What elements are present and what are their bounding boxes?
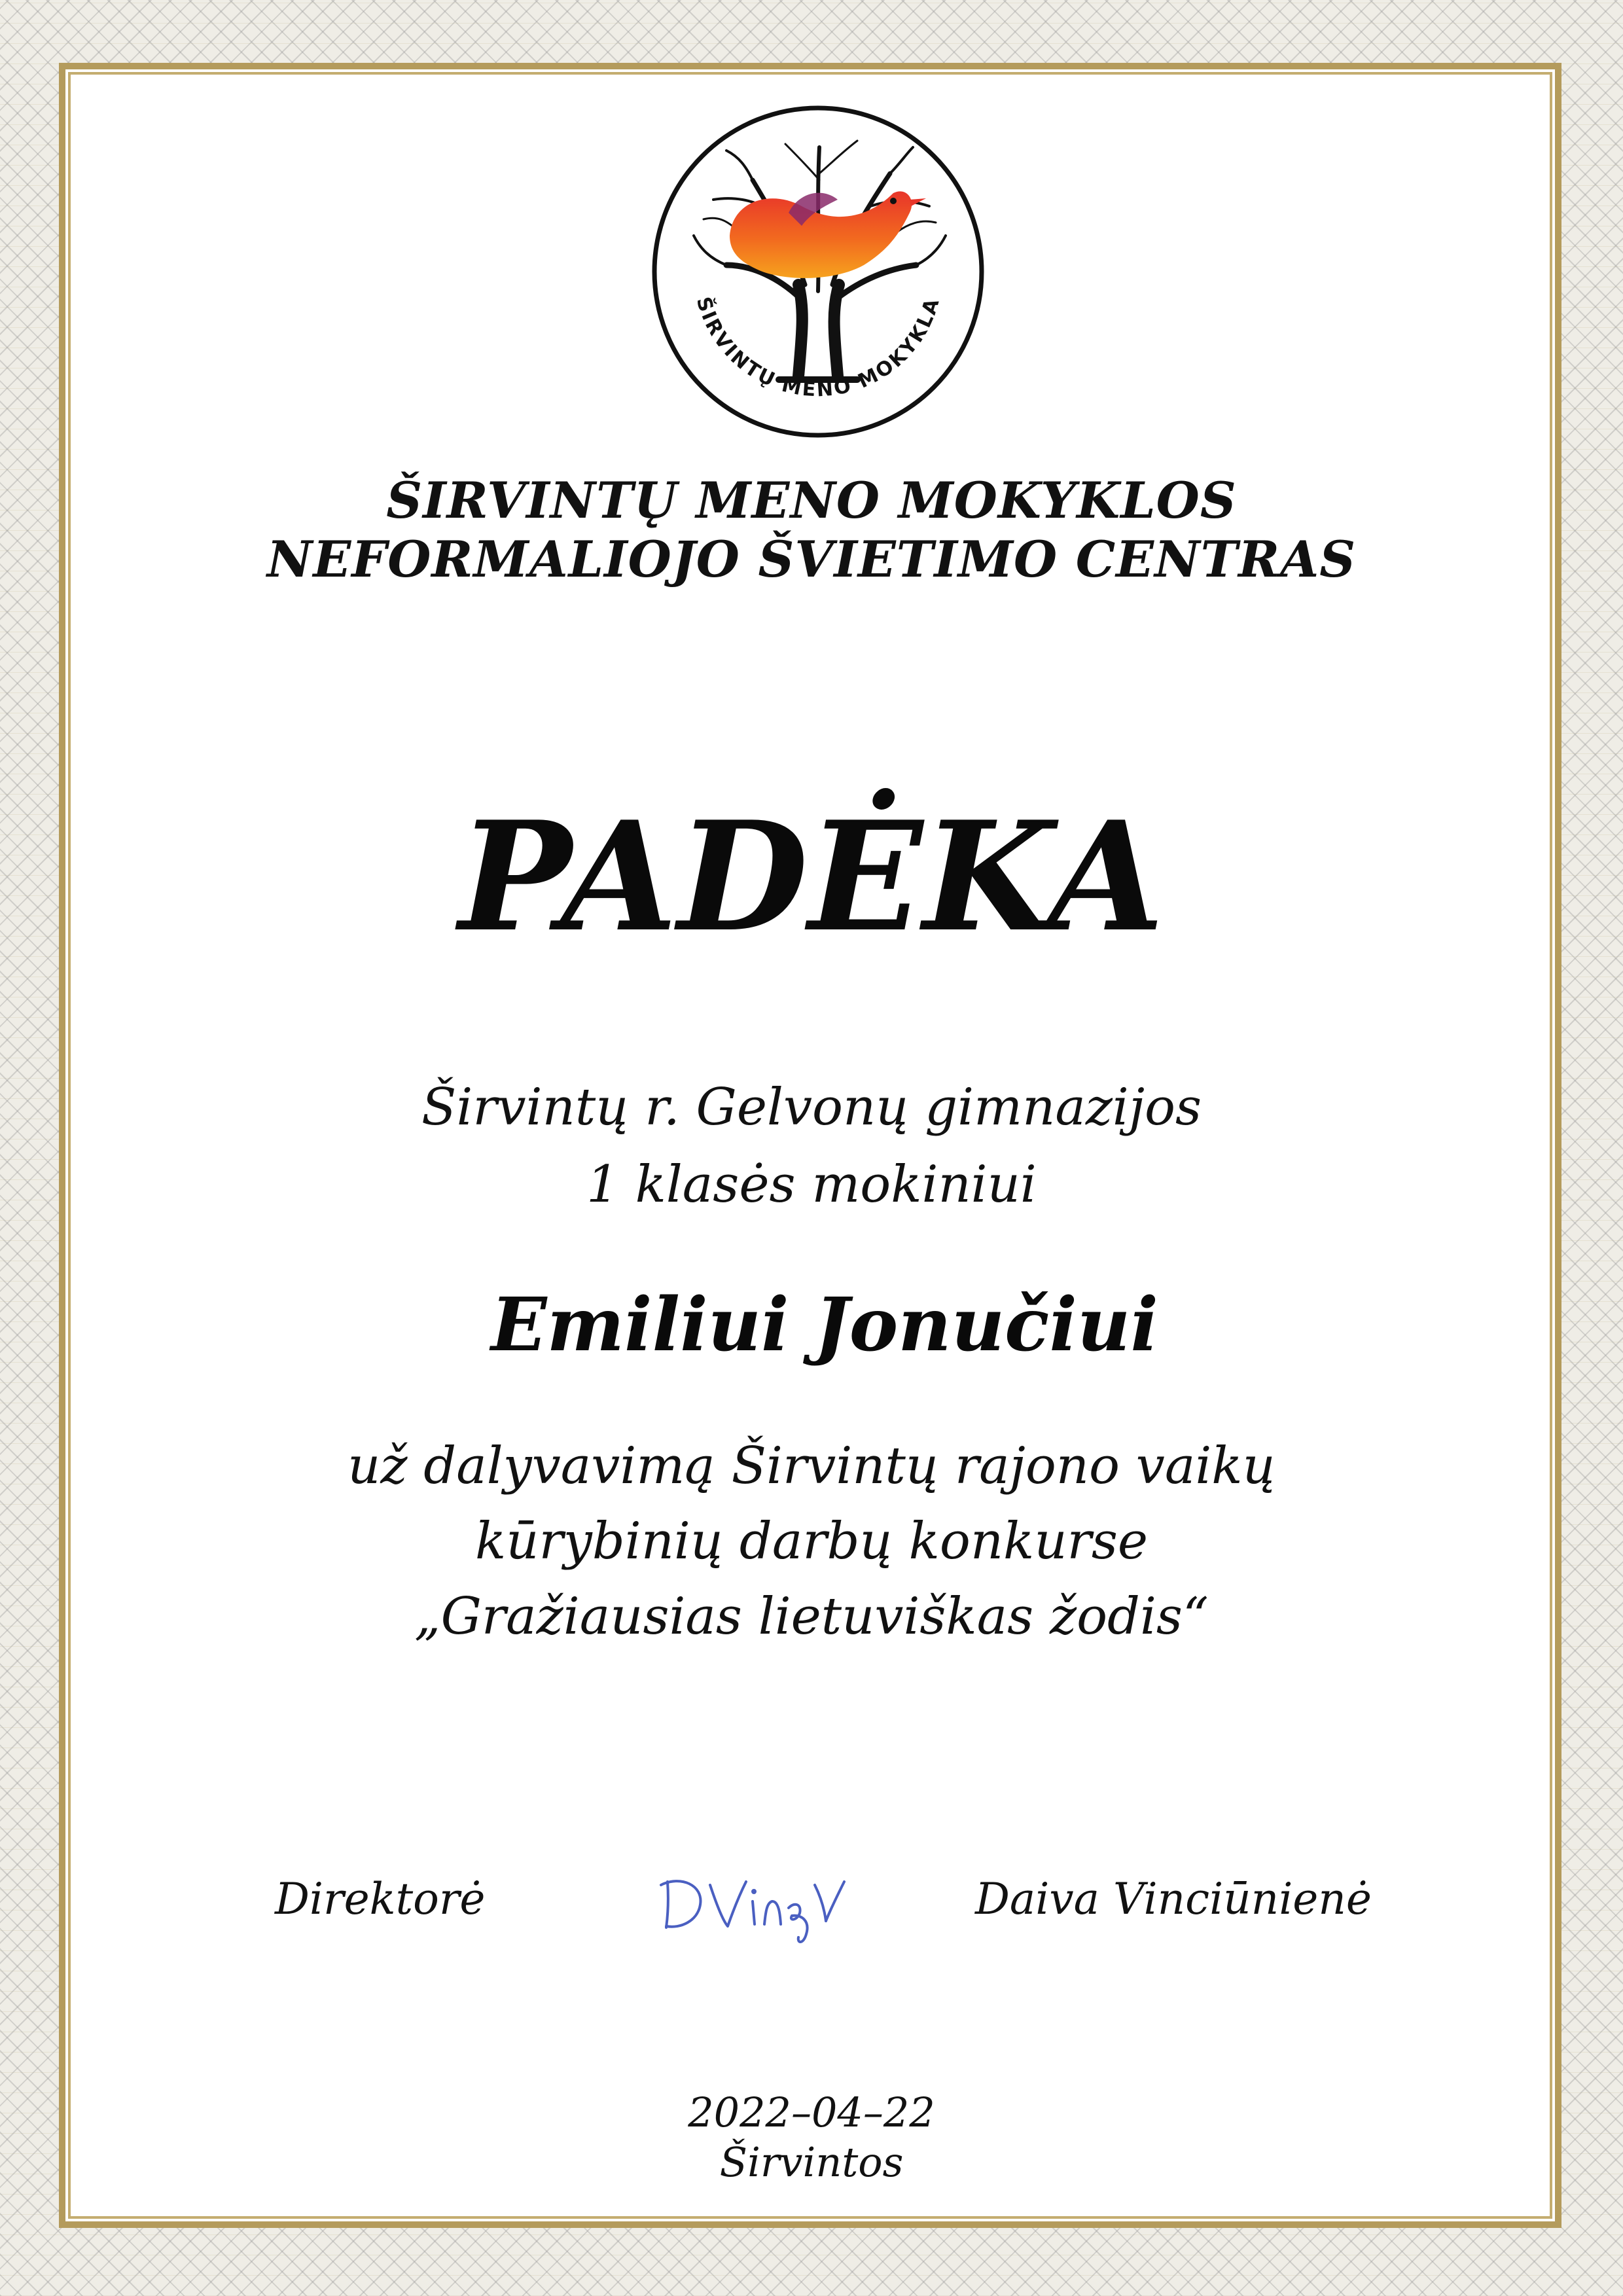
recipient-class: 1 klasės mokiniui [586,1155,1037,1214]
signatory-role: Direktorė [275,1874,486,1924]
reason-line-2: kūrybinių darbų konkurse [474,1512,1149,1571]
reason-line-3: „Gražiausias lietuviškas žodis“ [414,1587,1209,1646]
issue-place: Širvintos [719,2138,904,2186]
recipient-name: Emiliui Jonučiui [491,1282,1158,1368]
handwritten-signature [654,1856,851,1947]
certificate-title: PADĖKA [458,789,1165,965]
school-logo [648,101,988,442]
institution-name-line-2: NEFORMALIOJO ŠVIETIMO CENTRAS [266,530,1357,588]
issue-date: 2022–04–22 [688,2089,935,2136]
recipient-school: Širvintų r. Gelvonų gimnazijos [421,1078,1202,1137]
logo-ring-text: ŠIRVINTŲ MENO MOKYKLA [691,294,945,402]
reason-line-1: už dalyvavimą Širvintų rajono vaikų [348,1437,1275,1496]
institution-name-line-1: ŠIRVINTŲ MENO MOKYKLOS [386,471,1237,529]
signatory-name: Daiva Vinciūnienė [975,1874,1372,1924]
